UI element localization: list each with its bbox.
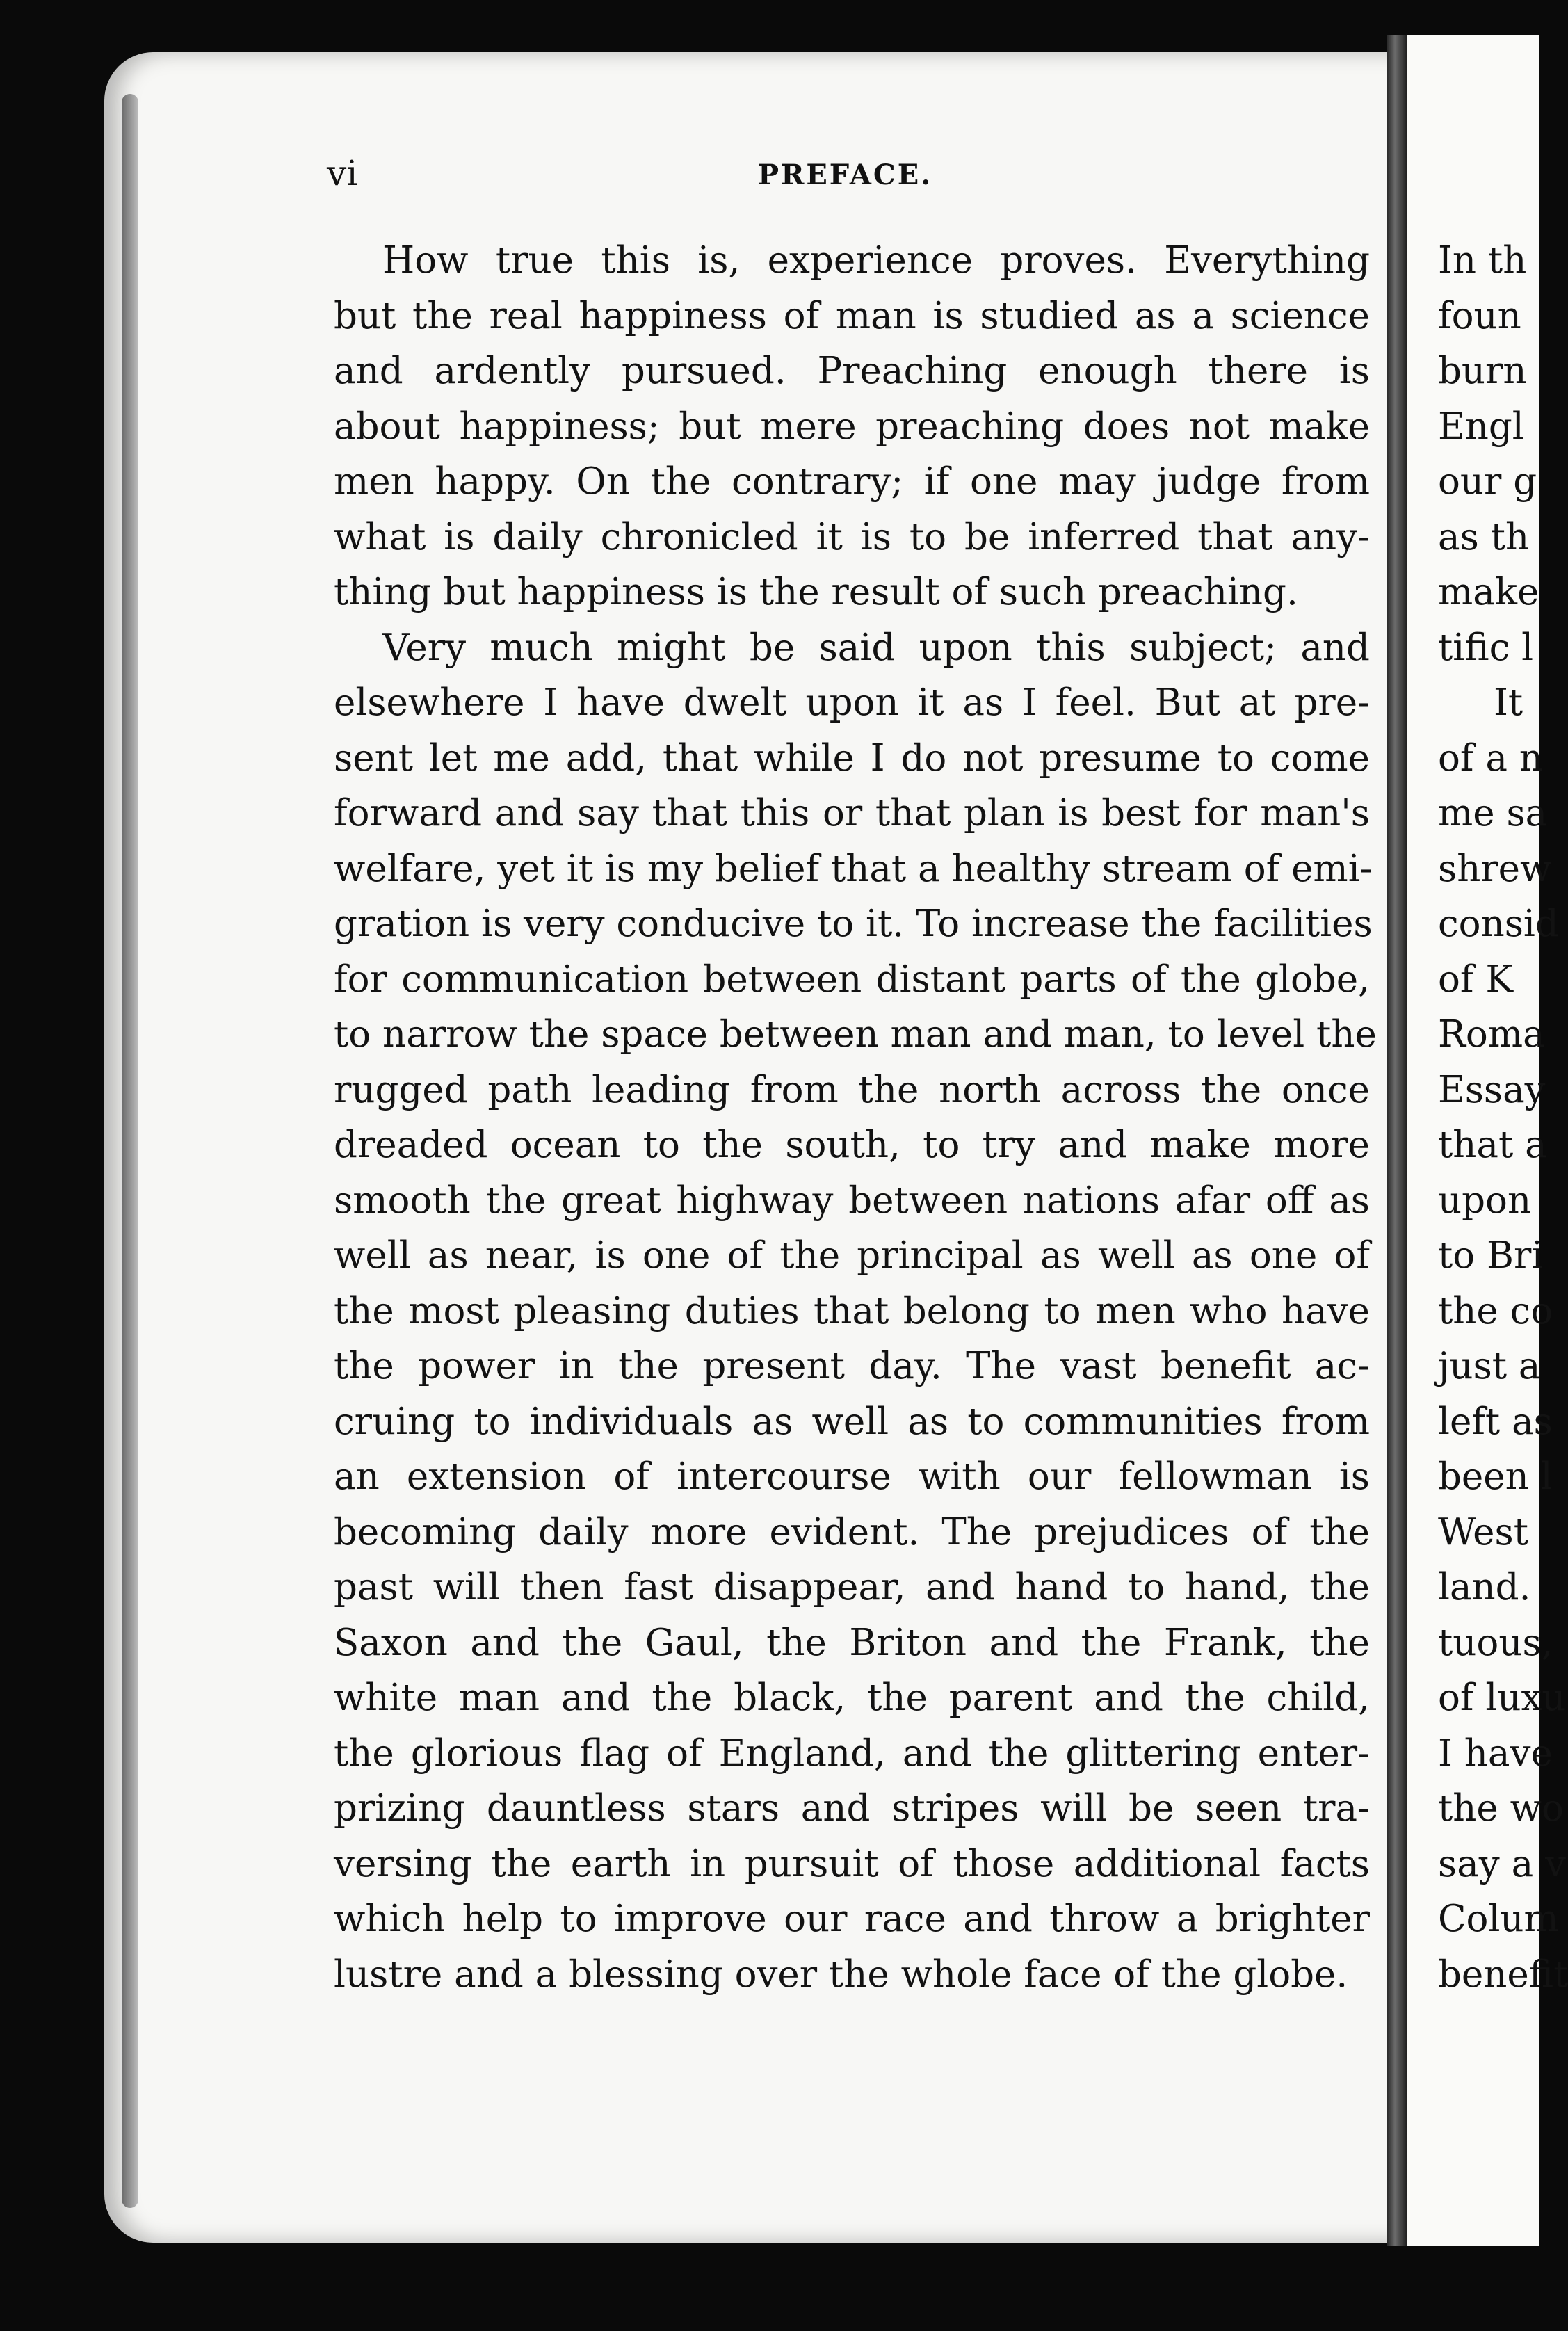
text-line: for communication between distant parts of the globe, bbox=[334, 958, 1370, 1001]
text-line: welfare, yet it is my belief that a healthy stream of emi- bbox=[334, 847, 1373, 890]
text-line: thing but happiness is the result of such preaching. bbox=[334, 571, 1298, 613]
right-page-line-fragment: In th bbox=[1438, 239, 1527, 282]
right-page-line-fragment: make bbox=[1438, 571, 1539, 613]
right-page-line-fragment: that a bbox=[1438, 1124, 1547, 1166]
text-line: gration is very conducive to it. To increase the facilities bbox=[334, 903, 1373, 945]
text-line: white man and the black, the parent and the child, bbox=[334, 1677, 1370, 1719]
right-page-line-fragment: Essay bbox=[1438, 1068, 1546, 1111]
body-text bbox=[334, 233, 1377, 2002]
right-page-text bbox=[1438, 233, 1568, 2002]
page-header bbox=[327, 153, 1370, 202]
right-page-line-fragment: tuous, bbox=[1438, 1621, 1553, 1664]
text-line: prizing dauntless stars and stripes will be seen tra- bbox=[334, 1787, 1370, 1830]
right-page-line-fragment: the co bbox=[1438, 1289, 1553, 1332]
book-gutter bbox=[1387, 35, 1407, 2246]
right-page-line-fragment: consid bbox=[1438, 903, 1559, 945]
page-number: vi bbox=[327, 153, 358, 193]
right-page-line-fragment: of K bbox=[1438, 958, 1513, 1001]
right-page-line-fragment: foun bbox=[1438, 294, 1521, 337]
right-page-line-fragment: left as bbox=[1438, 1400, 1553, 1443]
right-page-line-fragment: land. bbox=[1438, 1566, 1531, 1608]
text-line: the most pleasing duties that belong to men who have bbox=[334, 1289, 1370, 1332]
right-page-line-fragment: our g bbox=[1438, 460, 1537, 503]
text-line: dreaded ocean to the south, to try and make more bbox=[334, 1124, 1370, 1166]
text-line: men happy. On the contrary; if one may judge from bbox=[334, 460, 1370, 503]
text-line: elsewhere I have dwelt upon it as I feel. But at pre- bbox=[334, 681, 1370, 724]
text-line: an extension of intercourse with our fellowman is bbox=[334, 1455, 1370, 1498]
right-page-line-fragment: Roma bbox=[1438, 1013, 1545, 1056]
right-page-line-fragment: to Bri bbox=[1438, 1234, 1544, 1277]
text-line: smooth the great highway between nations afar off as bbox=[334, 1179, 1370, 1222]
text-line: the power in the present day. The vast benefit ac- bbox=[334, 1345, 1370, 1387]
text-line: and ardently pursued. Preaching enough there is bbox=[334, 350, 1370, 392]
text-line: sent let me add, that while I do not presume to come bbox=[334, 736, 1370, 780]
running-head: PREFACE. bbox=[758, 159, 933, 191]
text-line: rugged path leading from the north across the once bbox=[334, 1068, 1370, 1111]
right-page-line-fragment: Engl bbox=[1438, 405, 1524, 448]
text-line: How true this is, experience proves. Everything bbox=[382, 239, 1370, 282]
text-line: versing the earth in pursuit of those additional facts bbox=[334, 1842, 1370, 1885]
right-page-line-fragment: I have bbox=[1438, 1732, 1553, 1775]
text-line: forward and say that this or that plan is best for man's bbox=[334, 792, 1370, 834]
text-line: past will then fast disappear, and hand to hand, the bbox=[334, 1566, 1370, 1608]
right-page-line-fragment: of a n bbox=[1438, 736, 1543, 780]
right-page-line-fragment: West bbox=[1438, 1510, 1529, 1554]
right-page-line-fragment: tific l bbox=[1438, 626, 1534, 669]
right-page-line-fragment: It bbox=[1494, 681, 1523, 724]
text-line: to narrow the space between man and man, to level the bbox=[334, 1013, 1377, 1056]
right-page-line-fragment: benefit bbox=[1438, 1953, 1568, 1996]
text-line: the glorious flag of England, and the glittering enter- bbox=[334, 1732, 1370, 1775]
text-line: which help to improve our race and throw a brighter bbox=[334, 1898, 1370, 1940]
right-page-line-fragment: say a v bbox=[1438, 1842, 1566, 1885]
text-line: becoming daily more evident. The prejudices of the bbox=[334, 1510, 1370, 1554]
right-page-line-fragment: just a bbox=[1438, 1345, 1541, 1387]
right-page-line-fragment: shrew bbox=[1438, 847, 1552, 890]
right-page-line-fragment: Colum bbox=[1438, 1898, 1559, 1940]
text-line: about happiness; but mere preaching does not make bbox=[334, 405, 1370, 448]
text-line: well as near, is one of the principal as well as one of bbox=[334, 1234, 1370, 1277]
text-line: Very much might be said upon this subject; and bbox=[382, 626, 1370, 669]
text-line: cruing to individuals as well as to communities from bbox=[334, 1400, 1370, 1443]
text-line: lustre and a blessing over the whole face of the globe. bbox=[334, 1953, 1348, 1996]
right-page-line-fragment: me sa bbox=[1438, 792, 1548, 834]
right-page-line-fragment: of luxu bbox=[1438, 1677, 1566, 1719]
text-line: Saxon and the Gaul, the Briton and the Frank, the bbox=[334, 1621, 1370, 1664]
right-page-line-fragment: been l bbox=[1438, 1455, 1553, 1498]
right-page-line-fragment: burn bbox=[1438, 350, 1527, 392]
text-line: but the real happiness of man is studied as a science bbox=[334, 294, 1370, 337]
right-page-line-fragment: upon bbox=[1438, 1179, 1532, 1222]
right-page-line-fragment: as th bbox=[1438, 515, 1530, 558]
right-page-line-fragment: the wo bbox=[1438, 1787, 1564, 1830]
text-line: what is daily chronicled it is to be inferred that any- bbox=[334, 515, 1370, 558]
